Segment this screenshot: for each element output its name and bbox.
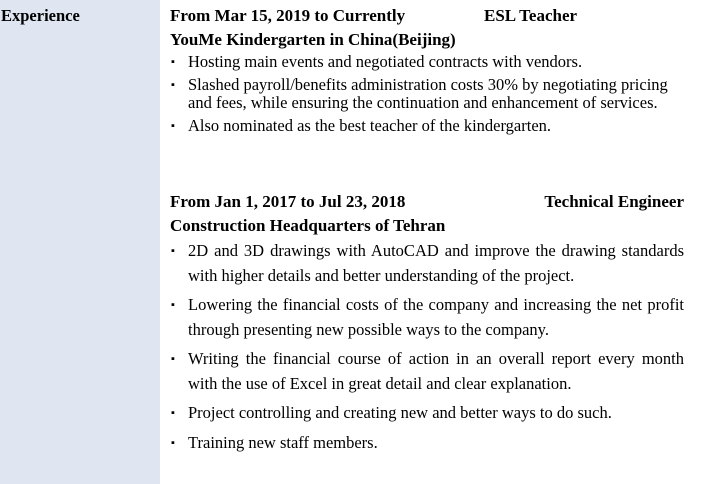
bullet-icon: ▪ <box>171 299 175 311</box>
list-item: ▪ Also nominated as the best teacher of the kindergarten. <box>171 115 552 135</box>
bullet-icon: ▪ <box>171 436 175 449</box>
bullet-icon: ▪ <box>171 56 175 68</box>
job-company: Construction Headquarters of Tehran <box>170 216 446 235</box>
section-sidebar <box>0 0 160 484</box>
job-role: ESL Teacher <box>484 6 578 25</box>
job-bullets <box>170 239 684 455</box>
list-item: ▪ Slashed payroll/benefits administration costs 30% by negotiating pricing and fees, while ensuring the continuation and enhancement of services. <box>171 74 668 112</box>
bullet-icon: ▪ <box>171 407 175 419</box>
bullet-icon: ▪ <box>171 119 175 132</box>
job-dates: From Mar 15, 2019 to Currently <box>170 6 406 25</box>
job-entry <box>170 4 684 139</box>
job-header <box>170 4 684 28</box>
job-header <box>170 190 684 214</box>
list-item: ▪ Lowering the financial costs of the company and increasing the net profit through presenting new possible ways to the company. <box>171 295 684 339</box>
bullet-icon: ▪ <box>171 353 175 365</box>
bullet-icon: ▪ <box>171 245 175 257</box>
section-label: Experience <box>1 6 80 25</box>
list-item: ▪ Training new staff members. <box>170 431 684 456</box>
job-company: YouMe Kindergarten in China(Beijing) <box>170 30 456 49</box>
bullet-icon: ▪ <box>171 78 175 91</box>
job-entry <box>170 190 684 460</box>
job-bullets <box>170 53 684 135</box>
job-dates: From Jan 1, 2017 to Jul 23, 2018 <box>170 192 406 211</box>
list-item: ▪ Hosting main events and negotiated contracts with vendors. <box>171 52 583 71</box>
job-role: Technical Engineer <box>544 192 684 211</box>
list-item: ▪ Writing the financial course of action in an overall report every month with the use of Excel in great detail and clear explanation. <box>171 349 684 393</box>
list-item: ▪ Project controlling and creating new and better ways to do such. <box>170 401 684 426</box>
list-item: ▪ 2D and 3D drawings with AutoCAD and improve the drawing standards with higher details and better understanding of the project. <box>171 241 684 285</box>
